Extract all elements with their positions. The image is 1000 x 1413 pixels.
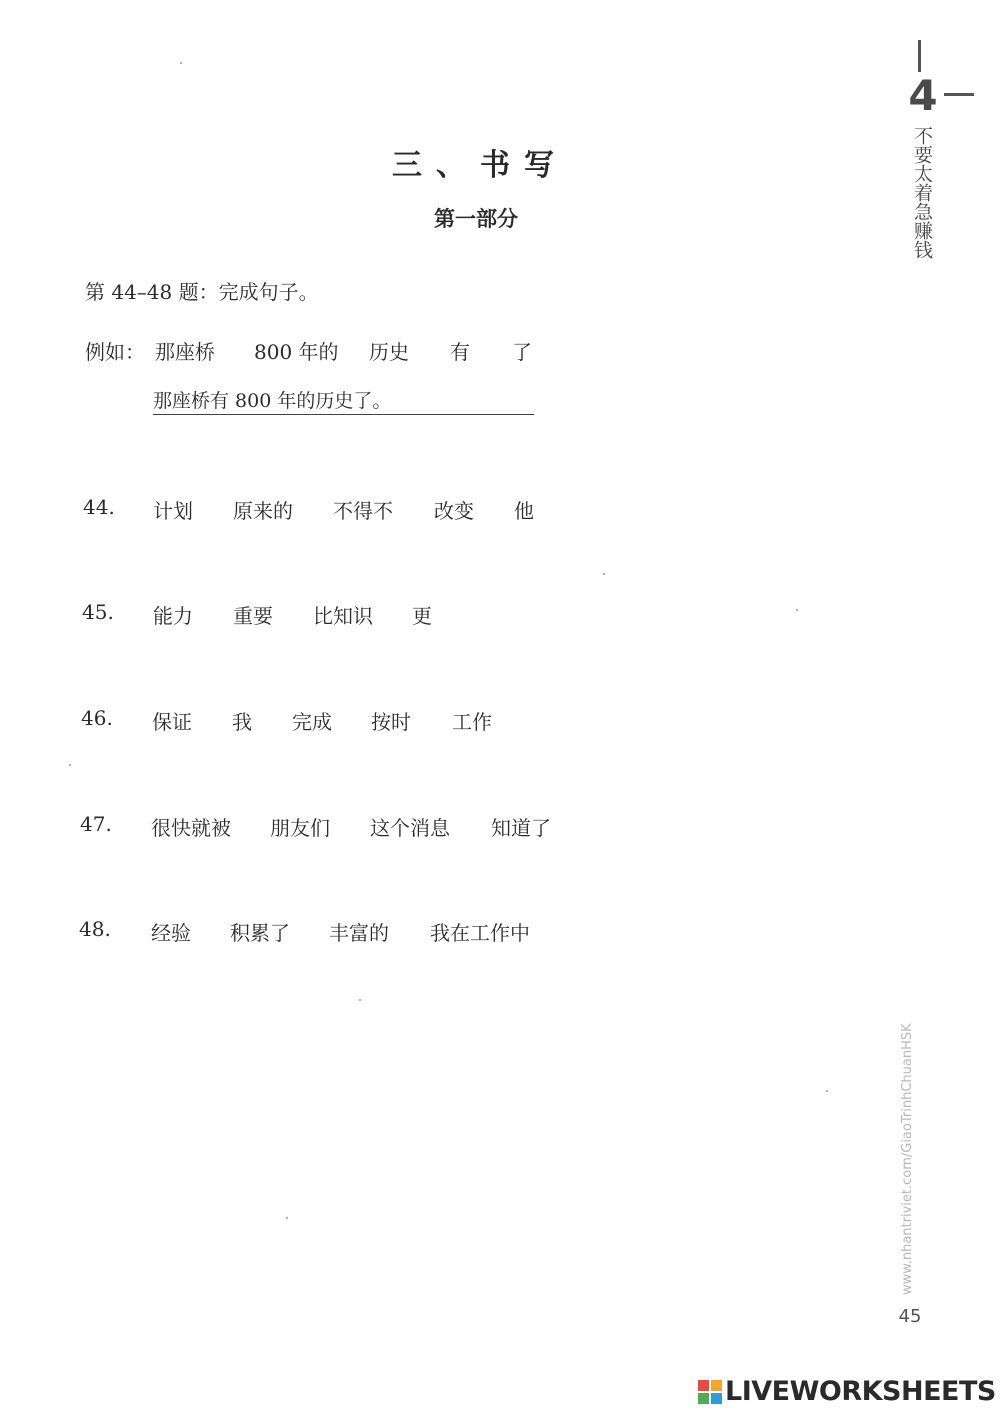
word-tile[interactable]: 按时 (371, 710, 411, 734)
question-words (0, 812, 700, 840)
scan-speck (69, 764, 71, 766)
question-number: 46. (81, 706, 113, 730)
word-tile[interactable]: 原来的 (233, 499, 293, 523)
word-tile[interactable]: 我 (232, 710, 252, 734)
word-tile[interactable]: 经验 (151, 921, 191, 945)
chapter-tab-bar (918, 40, 921, 72)
chapter-number: 4 (908, 71, 938, 120)
word-tile[interactable]: 完成 (292, 710, 332, 734)
word-tile[interactable]: 朋友们 (270, 816, 330, 840)
word-tile[interactable]: 积累了 (230, 921, 290, 945)
liveworksheets-badge-icon (698, 1380, 722, 1404)
answer-line (153, 414, 534, 415)
example-word: 了 (512, 340, 532, 364)
scan-speck (826, 1090, 828, 1092)
instruction: 第 44–48 题：完成句子。 (85, 280, 319, 304)
word-tile[interactable]: 不得不 (333, 499, 393, 523)
word-tile[interactable]: 改变 (434, 499, 474, 523)
word-tile[interactable]: 比知识 (313, 604, 373, 628)
scan-speck (180, 62, 182, 64)
example-word: 800 年的 (254, 340, 339, 364)
scan-speck (286, 1217, 288, 1219)
word-tile[interactable]: 保证 (152, 710, 192, 734)
section-title: 三、书写 (392, 148, 568, 183)
example-word: 历史 (369, 340, 409, 364)
word-tile[interactable]: 我在工作中 (430, 921, 530, 945)
scan-speck (603, 573, 605, 575)
example-word: 那座桥 (155, 340, 215, 364)
question-number: 47. (80, 812, 112, 836)
watermark-url: www.nhantriviet.com/GiaoTrinhChuanHSK (900, 1023, 915, 1295)
word-tile[interactable]: 这个消息 (370, 816, 450, 840)
question-words (0, 706, 700, 734)
scan-speck (359, 999, 361, 1001)
question-number: 45. (82, 600, 114, 624)
question-words (0, 495, 700, 523)
example-label: 例如： (85, 340, 145, 364)
word-tile[interactable]: 更 (412, 604, 432, 628)
word-tile[interactable]: 很快就被 (151, 816, 231, 840)
word-tile[interactable]: 丰富的 (329, 921, 389, 945)
example-words (0, 336, 700, 364)
liveworksheets-wordmark: LIVEWORKSHEETS (725, 1376, 996, 1407)
question-words (0, 600, 700, 628)
question-number: 44. (83, 495, 115, 519)
word-tile[interactable]: 他 (514, 499, 534, 523)
word-tile[interactable]: 工作 (452, 710, 492, 734)
example-word: 有 (450, 340, 470, 364)
part-title: 第一部分 (434, 206, 518, 231)
word-tile[interactable]: 重要 (233, 604, 273, 628)
question-number: 48. (79, 917, 111, 941)
example-answer: 那座桥有 800 年的历史了。 (153, 390, 392, 412)
question-words (0, 917, 700, 945)
chapter-title: 不要太着急赚钱 (911, 126, 933, 259)
chapter-tab-dash (944, 93, 974, 96)
scan-speck (796, 609, 798, 611)
page-number: 45 (898, 1306, 922, 1327)
word-tile[interactable]: 计划 (153, 499, 193, 523)
word-tile[interactable]: 知道了 (491, 816, 551, 840)
word-tile[interactable]: 能力 (153, 604, 193, 628)
